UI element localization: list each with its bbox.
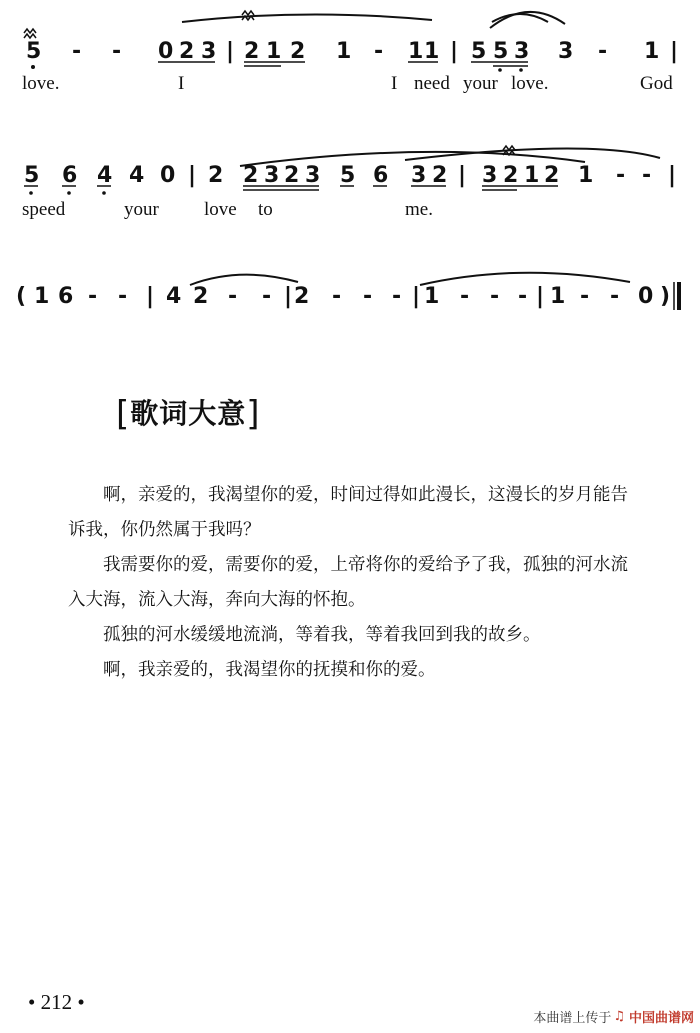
note: 1 <box>524 163 540 188</box>
barline: | <box>226 39 235 64</box>
lyric: your <box>124 199 159 220</box>
note: 1 <box>578 163 594 188</box>
note: 1 <box>266 39 282 64</box>
barline: | <box>188 163 197 188</box>
lyrics-translation <box>68 478 643 688</box>
note: - <box>88 284 98 309</box>
note: - <box>518 284 528 309</box>
lyric: I <box>178 73 185 94</box>
paragraph: 孤独的河水缓缓地流淌，等着我，等着我回到我的故乡。 <box>103 625 541 645</box>
note: 6 <box>62 163 78 188</box>
note: 2 <box>243 163 259 188</box>
note: - <box>363 284 373 309</box>
note: 2 <box>544 163 560 188</box>
note: - <box>118 284 128 309</box>
page-number: • 212 • <box>28 990 85 1014</box>
note: 1 <box>336 39 352 64</box>
lyric: love. <box>22 73 60 94</box>
site-watermark <box>533 1007 694 1026</box>
note: 5 <box>493 39 509 64</box>
section-title-text: 歌词大意 <box>130 397 247 430</box>
note: - <box>616 163 626 188</box>
note: ( <box>16 284 27 309</box>
note: 0 <box>638 284 654 309</box>
lyric: to <box>258 199 273 220</box>
lyric: need <box>414 73 450 94</box>
note: - <box>598 39 608 64</box>
music-note-icon: ♫ <box>613 1009 625 1024</box>
note: 1 <box>34 284 50 309</box>
note: 3 <box>264 163 280 188</box>
note: 6 <box>58 284 74 309</box>
lyric: God <box>640 73 673 94</box>
barline: | <box>458 163 467 188</box>
note: - <box>460 284 470 309</box>
bracket-close: ] <box>246 394 261 434</box>
brand-name: 中国曲谱网 <box>628 1011 694 1026</box>
note: - <box>72 39 82 64</box>
note: 4 <box>166 284 182 309</box>
barline: | <box>284 284 293 309</box>
note: 3 <box>201 39 217 64</box>
note: 1 <box>408 39 424 64</box>
note: 1 <box>424 284 440 309</box>
note: 5 <box>471 39 487 64</box>
note: 4 <box>97 163 113 188</box>
note: 2 <box>179 39 195 64</box>
lyric: your <box>463 73 498 94</box>
section-title <box>116 392 261 432</box>
barline: | <box>536 284 545 309</box>
note: 1 <box>550 284 566 309</box>
note: - <box>580 284 590 309</box>
note: - <box>332 284 342 309</box>
note: 2 <box>290 39 306 64</box>
barline: | <box>412 284 421 309</box>
note: 3 <box>411 163 427 188</box>
barline: | <box>670 39 679 64</box>
note: 3 <box>482 163 498 188</box>
note: 0 <box>158 39 174 64</box>
note: - <box>374 39 384 64</box>
barline: | <box>668 163 677 188</box>
note: 0 <box>160 163 176 188</box>
note: 5 <box>340 163 356 188</box>
lyric: me. <box>405 199 433 220</box>
lyric: I <box>391 73 398 94</box>
note: 2 <box>432 163 448 188</box>
bracket-open: [ <box>116 394 131 434</box>
paragraph: 我需要你的爱，需要你的爱，上帝将你的爱给予了我，孤独的河水流入大海，流入大海，奔向大海的怀抱。 <box>68 555 628 610</box>
music-score <box>0 0 700 340</box>
note: 1 <box>644 39 660 64</box>
note: 1 <box>424 39 440 64</box>
note: - <box>610 284 620 309</box>
note: 2 <box>503 163 519 188</box>
upload-text: 本曲谱上传于 <box>533 1011 612 1026</box>
barline: | <box>146 284 155 309</box>
note: 5 <box>24 163 40 188</box>
note: 5 <box>26 39 42 64</box>
score-line-2 <box>22 146 676 220</box>
score-line-1 <box>22 11 678 94</box>
note: - <box>642 163 652 188</box>
note: 2 <box>284 163 300 188</box>
barline: | <box>450 39 459 64</box>
lyric: speed <box>22 199 66 220</box>
note: 3 <box>305 163 321 188</box>
note: 2 <box>208 163 224 188</box>
note: - <box>228 284 238 309</box>
score-line-3 <box>16 273 679 310</box>
note: 3 <box>514 39 530 64</box>
lyric: love <box>204 199 237 220</box>
note: 6 <box>373 163 389 188</box>
note: - <box>392 284 402 309</box>
note: - <box>112 39 122 64</box>
lyric: love. <box>511 73 549 94</box>
paragraph: 啊，我亲爱的，我渴望你的抚摸和你的爱。 <box>103 660 436 680</box>
note: 2 <box>244 39 260 64</box>
note: - <box>262 284 272 309</box>
note: - <box>490 284 500 309</box>
note: 2 <box>294 284 310 309</box>
note: ) <box>660 284 671 309</box>
note: 2 <box>193 284 209 309</box>
paragraph: 啊，亲爱的，我渴望你的爱，时间过得如此漫长，这漫长的岁月能告诉我，你仍然属于我吗？ <box>68 485 628 540</box>
note: 3 <box>558 39 574 64</box>
note: 4 <box>129 163 145 188</box>
